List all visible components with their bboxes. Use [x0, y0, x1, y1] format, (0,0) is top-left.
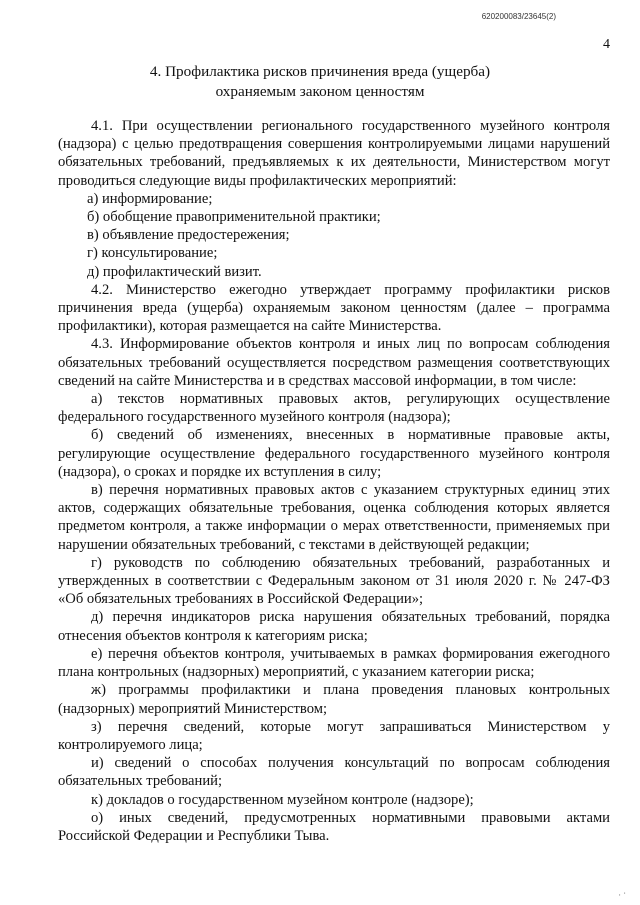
- scan-mark: · ·: [616, 887, 628, 901]
- list-item: б) обобщение правоприменительной практики;: [87, 209, 381, 226]
- list-item: а) информирование;: [87, 190, 213, 207]
- list-item: д) перечня индикаторов риска нарушения обязательных требований, порядка отнесения объектов контроля к категориям риска;: [58, 609, 610, 644]
- paragraph-4-1: 4.1. При осуществлении регионального государственного музейного контроля (надзора) с целью предотвращения совершения контролируемыми лицами нарушений обязательных требований, предъявляемых к их деятельности, Министерством могут проводиться следующие виды профилактических мероприятий:: [58, 118, 610, 189]
- list-item: д) профилактический визит.: [87, 263, 262, 280]
- document-body: [58, 117, 610, 845]
- list-item: г) руководств по соблюдению обязательных требований, разработанных и утвержденных в соответствии с Федеральным законом от 31 июля 2020 г. № 247-ФЗ «Об обязательных требованиях в Российской Федерации»;: [58, 554, 610, 608]
- document-id: 620200083/23645(2): [481, 12, 556, 21]
- list-item: а) текстов нормативных правовых актов, регулирующих осуществление федерального государственного музейного контроля (надзора);: [58, 391, 610, 426]
- list-item: г) консультирование;: [87, 245, 218, 262]
- paragraph-4-2: 4.2. Министерство ежегодно утверждает программу профилактики рисков причинения вреда (ущерба) охраняемым законом ценностям (далее – программа профилактики), которая размещается на сайте Министерства.: [58, 281, 610, 335]
- list-item: в) объявление предостережения;: [87, 227, 290, 244]
- list-item: з) перечня сведений, которые могут запрашиваться Министерством у контролируемого лица;: [58, 718, 610, 753]
- list-item: ж) программы профилактики и плана проведения плановых контрольных (надзорных) мероприятий Министерством;: [58, 682, 610, 717]
- list-item: о) иных сведений, предусмотренных нормативными правовыми актами Российской Федерации и Республики Тыва.: [58, 809, 610, 844]
- list-item: е) перечня объектов контроля, учитываемых в рамках формирования ежегодного плана контрольных (надзорных) мероприятий, с указанием категории риска;: [58, 645, 610, 681]
- page-number: 4: [603, 37, 610, 52]
- paragraph-4-3: 4.3. Информирование объектов контроля и иных лиц по вопросам соблюдения обязательных требований осуществляется посредством размещения соответствующих сведений на сайте Министерства и в средствах массовой информации, в том числе:: [58, 336, 610, 389]
- list-item: и) сведений о способах получения консультаций по вопросам соблюдения обязательных требований;: [58, 755, 610, 790]
- list-item: б) сведений об изменениях, внесенных в нормативные правовые акты, регулирующие осуществление федерального государственного музейного контроля (надзора), о сроках и порядке их вступления в силу;: [58, 427, 610, 480]
- list-item: в) перечня нормативных правовых актов с указанием структурных единиц этих актов, содержащих обязательные требования, оценка соблюдения которых является предметом контроля, а также информации о мерах ответственности, применяемых при нарушении обязательных требований, с текстами в действующей редакции;: [58, 482, 610, 553]
- section-heading: [60, 62, 580, 102]
- list-item: к) докладов о государственном музейном контроле (надзоре);: [91, 791, 474, 808]
- heading-line-1: 4. Профилактика рисков причинения вреда (ущерба): [149, 63, 491, 80]
- heading-line-2: охраняемым законом ценностям: [215, 83, 425, 100]
